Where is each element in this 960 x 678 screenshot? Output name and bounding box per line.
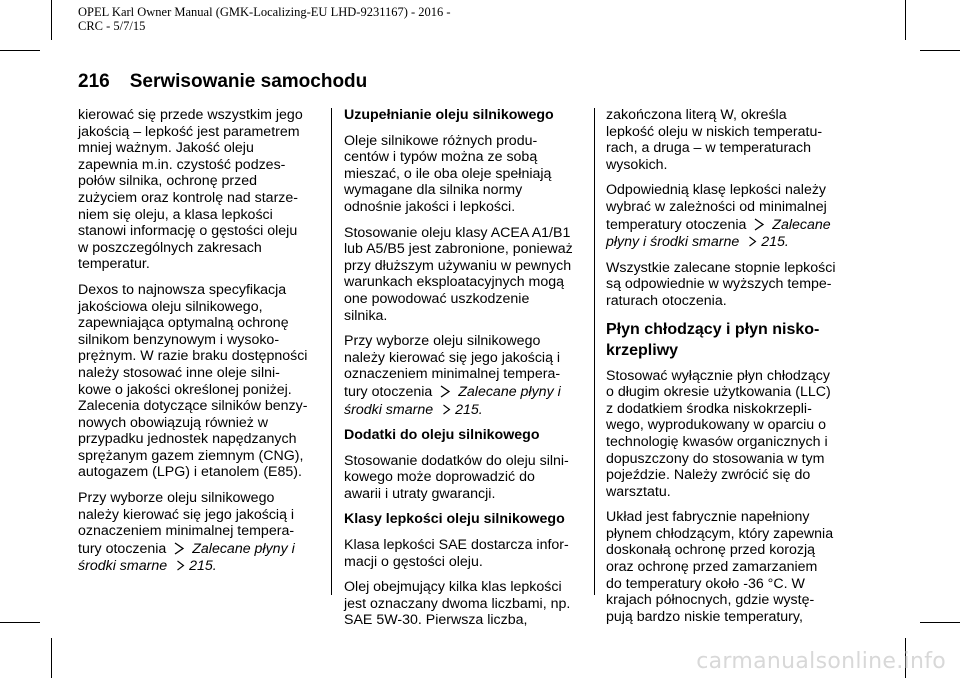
paragraph [344, 579, 580, 629]
text-line: Przy wyborze oleju silnikowego [78, 490, 275, 507]
subsection-heading: Uzupełnianie oleju silnikowego [344, 107, 554, 123]
text-line: jest oznaczany dwoma liczbami, np. [344, 595, 571, 612]
text-line: autogazem (LPG) i etanolem (E85). [78, 464, 302, 481]
text-line: zużyciem oraz kontrolę nad starze- [78, 189, 298, 206]
text-line: pują bardzo niskie temperatury, [606, 608, 803, 625]
paragraph [78, 490, 318, 575]
page-section-title: Serwisowanie samochodu [129, 71, 368, 92]
text-line: SAE 5W-30. Pierwsza liczba, [344, 612, 528, 629]
text-line: płynem chłodzącym, który zapewnia [606, 525, 834, 542]
text-line: rach, a druga – w temperaturach [606, 140, 812, 157]
reference-page[interactable]: 215. [761, 234, 789, 251]
reference-title[interactable]: środki smarne [78, 558, 168, 575]
reference-prefix: tury otoczenia [344, 383, 433, 400]
reference-page[interactable]: 215. [455, 401, 483, 418]
text-line: są odpowiednie w wyższych tempe- [606, 276, 832, 293]
paragraph [606, 182, 846, 250]
crop-mark [51, 638, 52, 678]
print-header-line: CRC - 5/7/15 [78, 19, 146, 33]
text-line: prężnym. W razie braku dostępności [78, 348, 308, 365]
text-line: o długim okresie użytkowania (LLC) [606, 384, 831, 401]
reference-title[interactable]: środki smarne [344, 401, 434, 418]
text-line: centów i typów można ze sobą [344, 149, 538, 166]
reference-arrow-icon [170, 541, 188, 558]
text-line: stanowi informację o gęstości oleju [78, 223, 298, 240]
text-column-3 [606, 107, 846, 634]
text-line: lub A5/B5 jest zabronione, ponieważ [344, 241, 573, 258]
text-line: Przy wyborze oleju silnikowego [344, 333, 541, 350]
paragraph-lines [606, 182, 846, 215]
text-line: w poszczególnych zakresach [78, 239, 262, 256]
reference-prefix: tury otoczenia [78, 540, 167, 557]
paragraph-lines [344, 333, 580, 383]
text-line: silnika. [344, 307, 388, 324]
cross-reference [606, 217, 846, 234]
section-heading-line: krzepliwy [606, 341, 679, 359]
text-line: silnikom benzynowym i wysoko- [78, 331, 280, 348]
text-line: awarii i utraty gwarancji. [344, 485, 496, 502]
cross-reference [344, 402, 580, 419]
page-title [78, 71, 367, 93]
text-line: zapewnia m.in. czystość podzes- [78, 156, 286, 173]
crop-mark [920, 50, 960, 51]
text-line: sprężanym gazem ziemnym (CNG), [78, 447, 304, 464]
text-line: technologię kwasów organicznych i [606, 433, 828, 450]
text-line: niem się oleju, a klasa lepkości [78, 206, 273, 223]
column-divider [331, 108, 332, 595]
cross-reference [344, 384, 580, 401]
text-line: Wszystkie zalecane stopnie lepkości [606, 259, 836, 276]
reference-page[interactable]: 215. [189, 558, 217, 575]
text-line: one powodować uszkodzenie [344, 290, 530, 307]
text-line: temperatur. [78, 256, 150, 273]
paragraph [606, 107, 846, 173]
text-line: nowych obowiązują również w [78, 414, 269, 431]
text-line: do temperatury około -36 °C. W [606, 575, 805, 592]
paragraph [344, 133, 580, 216]
page-number: 216 [78, 71, 110, 92]
paragraph [344, 537, 580, 570]
reference-arrow-icon [743, 234, 761, 251]
text-line: Stosowanie dodatków do oleju silni- [344, 452, 569, 469]
text-line: wego, wyprodukowany w oparciu o [606, 417, 827, 434]
text-line: jakościowa oleju silnikowego, [78, 298, 263, 315]
text-line: kierować się przede wszystkim jego [78, 107, 303, 123]
print-header-line: OPEL Karl Owner Manual (GMK-Localizing-EU LHD-9231167) - 2016 - [78, 5, 451, 19]
paragraph [78, 107, 318, 273]
text-line: połów silnika, ochronę przed [78, 173, 258, 190]
text-line: jakością – lepkość jest parametrem [78, 123, 300, 140]
text-line: zapewniająca optymalną ochronę [78, 315, 289, 332]
text-line: dopuszczony do stosowania w tym [606, 450, 825, 467]
cross-reference [78, 558, 318, 575]
crop-mark [905, 0, 906, 40]
text-line: wymagane dla silnika normy [344, 182, 523, 199]
text-line: Klasa lepkości SAE dostarcza infor- [344, 537, 569, 554]
subsection-heading: Dodatki do oleju silnikowego [344, 427, 540, 444]
print-header [78, 5, 451, 33]
cross-reference [606, 234, 846, 251]
cross-reference [78, 541, 318, 558]
paragraph [606, 260, 846, 310]
text-line: z dodatkiem środka niskokrzepli- [606, 400, 812, 417]
text-line: doskonałą ochronę przed korozją [606, 542, 816, 559]
reference-prefix: temperatury otoczenia [606, 216, 747, 233]
text-line: oznaczeniem minimalnej tempera- [344, 366, 561, 383]
text-line: należy kierować się jego jakością i [344, 349, 561, 366]
text-line: Dexos to najnowsza specyfikacja [78, 281, 287, 298]
paragraph [606, 509, 846, 625]
reference-arrow-icon [750, 217, 768, 234]
text-line: lepkość oleju w niskich temperatu- [606, 123, 823, 140]
text-line: zakończona literą W, określa [606, 107, 787, 123]
section-heading [606, 319, 846, 361]
reference-arrow-icon [437, 402, 455, 419]
text-line: oraz ochronę przed zamarzaniem [606, 559, 818, 576]
text-line: warunkach eksploatacyjnych mogą [344, 274, 565, 291]
text-line: Stosować wyłącznie płyn chłodzący [606, 367, 830, 384]
text-line: mieszać, o ile oba oleje spełniają [344, 165, 552, 182]
text-line: Odpowiednią klasę lepkości należy [606, 182, 827, 199]
text-line: Oleje silnikowe różnych produ- [344, 132, 538, 149]
paragraph [78, 282, 318, 481]
text-line: Zalecenia dotyczące silników benzy- [78, 398, 308, 415]
text-line: wysokich. [606, 156, 668, 173]
text-column-2 [344, 107, 580, 638]
paragraph [344, 225, 580, 325]
text-line: raturach otoczenia. [606, 292, 727, 309]
text-line: przypadku jednostek napędzanych [78, 431, 297, 448]
paragraph [344, 453, 580, 503]
text-column-1 [78, 107, 318, 584]
paragraph-lines [78, 490, 318, 540]
watermark: carmanualsonline.info [696, 649, 946, 674]
crop-mark [920, 622, 960, 623]
text-line: krajach północnych, gdzie wystę- [606, 592, 815, 609]
column-divider [594, 108, 595, 595]
paragraph [606, 368, 846, 501]
text-line: wybrać w zależności od minimalnej [606, 198, 827, 215]
paragraph [344, 333, 580, 418]
reference-title[interactable]: płyny i środki smarne [606, 234, 740, 251]
text-line: macji o gęstości oleju. [344, 553, 483, 570]
text-line: Olej obejmujący kilka klas lepkości [344, 579, 562, 596]
text-line: odnośnie jakości i lepkości. [344, 198, 516, 215]
reference-title[interactable]: Zalecane płyny i [458, 383, 561, 400]
text-line: kowe o jakości określonej poniżej. [78, 381, 292, 398]
text-line: Stosowanie oleju klasy ACEA A1/B1 [344, 224, 571, 241]
reference-title[interactable]: Zalecane [772, 216, 831, 233]
text-line: należy kierować się jego jakością i [78, 506, 295, 523]
crop-mark [0, 622, 40, 623]
text-line: Układ jest fabrycznie napełniony [606, 509, 810, 526]
section-heading-line: Płyn chłodzący i płyn nisko- [606, 320, 820, 338]
text-line: oznaczeniem minimalnej tempera- [78, 523, 295, 540]
subsection-heading: Klasy lepkości oleju silnikowego [344, 511, 565, 528]
reference-arrow-icon [436, 384, 454, 401]
crop-mark [51, 0, 52, 40]
reference-arrow-icon [171, 558, 189, 575]
text-line: przy dłuższym używaniu w pewnych [344, 257, 572, 274]
text-line: kowego może doprowadzić do [344, 469, 535, 486]
crop-mark [0, 50, 40, 51]
text-line: warsztatu. [606, 483, 671, 500]
text-line: pojeździe. Należy zwrócić się do [606, 467, 811, 484]
text-line: należy stosować inne oleje silni- [78, 364, 280, 381]
reference-title[interactable]: Zalecane płyny i [192, 540, 295, 557]
text-line: mniej ważnym. Jakość oleju [78, 140, 254, 157]
